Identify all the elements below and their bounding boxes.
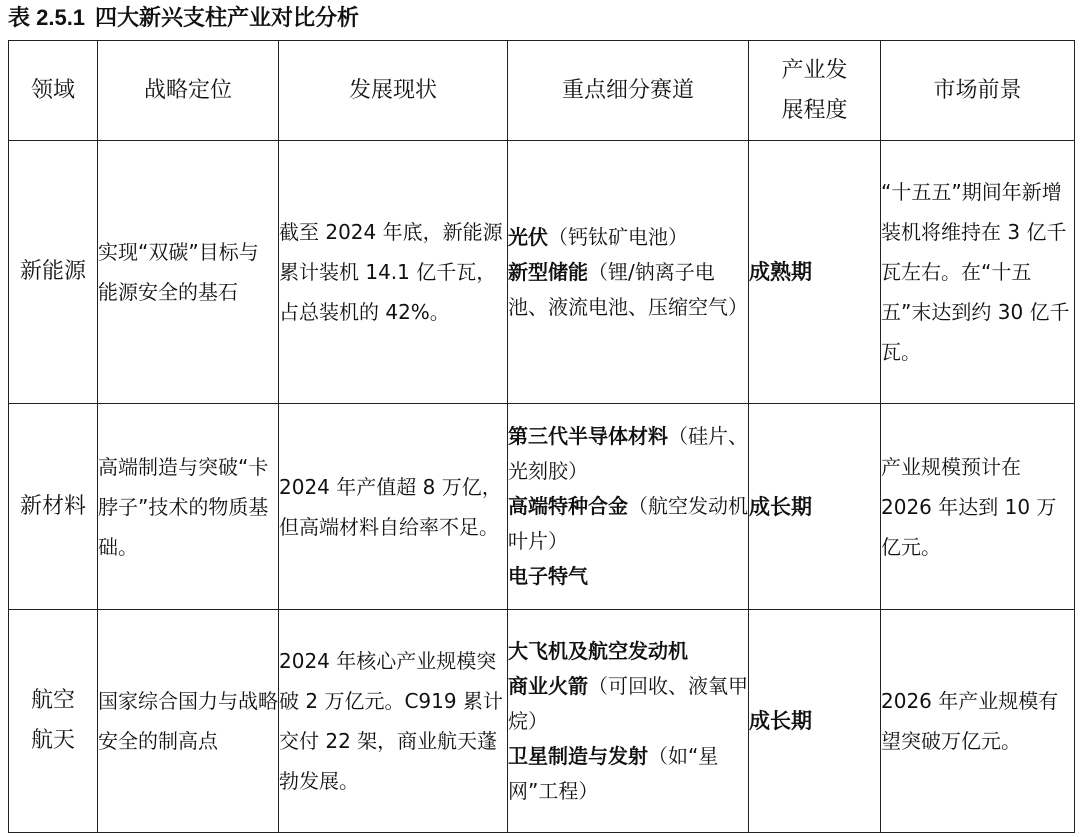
outlook-cell: 2026 年产业规模有望突破万亿元。: [881, 610, 1075, 833]
header-stage: 产业发展程度: [749, 41, 881, 141]
stage-cell: 成长期: [749, 404, 881, 610]
track-detail: （锂/钠离子电池、液流电池、压缩空气）: [508, 259, 748, 319]
table-row: [9, 610, 1075, 833]
track-item: [508, 255, 748, 325]
domain-line: 航空: [30, 688, 75, 713]
stage-cell: 成熟期: [749, 141, 881, 404]
tracks-cell: [508, 610, 749, 833]
track-item: [508, 669, 748, 739]
table-caption: [8, 2, 359, 34]
track-name: 光伏: [508, 224, 548, 249]
track-name: 大飞机及航空发动机: [508, 638, 688, 663]
header-domain: 领域: [9, 41, 98, 141]
positioning-cell: 国家综合国力与战略安全的制高点: [98, 610, 279, 833]
outlook-cell: “十五五”期间年新增装机将维持在 3 亿千瓦左右。在“十五五”末达到约 30 亿千瓦。: [881, 141, 1075, 404]
track-detail: （航空发动机叶片）: [508, 494, 748, 553]
track-item: [508, 739, 748, 809]
header-status: 发展现状: [279, 41, 508, 141]
track-item: [508, 489, 748, 559]
outlook-cell: 产业规模预计在 2026 年达到 10 万亿元。: [881, 404, 1075, 610]
positioning-cell: 实现“双碳”目标与能源安全的基石: [98, 141, 279, 404]
track-item: [508, 220, 748, 255]
track-name: 电子特气: [508, 564, 588, 588]
domain-cell: 新材料: [9, 404, 98, 610]
domain-line: 航天: [30, 728, 75, 753]
table-number: 表 2.5.1: [8, 5, 86, 30]
stage-cell: 成长期: [749, 610, 881, 833]
track-detail: （硅片、光刻胶）: [508, 424, 748, 483]
track-name: 商业火箭: [508, 673, 588, 698]
tracks-cell: [508, 404, 749, 610]
domain-cell: [9, 610, 98, 833]
track-name: 新型储能: [508, 259, 588, 284]
tracks-cell: [508, 141, 749, 404]
table-title: 四大新兴支柱产业对比分析: [95, 6, 360, 31]
header-row: [9, 41, 1075, 141]
track-detail: （如“星网”工程）: [508, 743, 719, 803]
track-item: [508, 559, 748, 594]
header-positioning: 战略定位: [98, 41, 279, 141]
track-name: 卫星制造与发射: [508, 743, 648, 768]
comparison-table: [8, 40, 1075, 833]
status-cell: 截至 2024 年底，新能源累计装机 14.1 亿千瓦，占总装机的 42%。: [279, 141, 508, 404]
status-cell: 2024 年核心产业规模突破 2 万亿元。C919 累计交付 22 架，商业航天蓬勃发展。: [279, 610, 508, 833]
track-detail: （可回收、液氧甲烷）: [508, 673, 748, 733]
track-name: 第三代半导体材料: [508, 424, 668, 448]
track-item: [508, 634, 748, 669]
table-row: [9, 404, 1075, 610]
positioning-cell: 高端制造与突破“卡脖子”技术的物质基础。: [98, 404, 279, 610]
table-row: [9, 141, 1075, 404]
header-tracks: 重点细分赛道: [508, 41, 749, 141]
status-cell: 2024 年产值超 8 万亿，但高端材料自给率不足。: [279, 404, 508, 610]
track-detail: （钙钛矿电池）: [548, 224, 688, 249]
track-name: 高端特种合金: [508, 494, 628, 518]
track-item: [508, 419, 748, 489]
domain-cell: 新能源: [9, 141, 98, 404]
header-outlook: 市场前景: [881, 41, 1075, 141]
